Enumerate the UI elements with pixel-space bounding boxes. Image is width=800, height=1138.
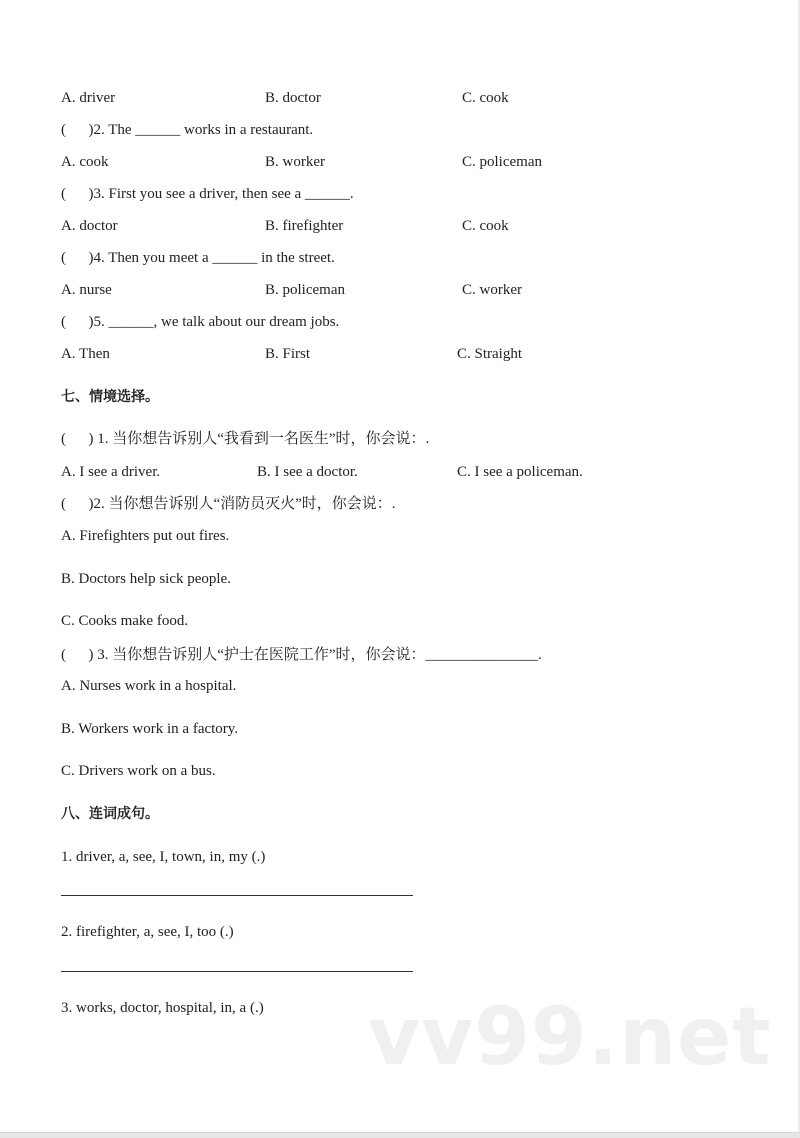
- s7-q3-option-a: A. Nurses work in a hospital.: [61, 678, 237, 694]
- section-8-heading: 八、连词成句。: [61, 806, 159, 822]
- q5-option-a: A. Then: [61, 346, 110, 362]
- s7-question-1: ( ) 1. 当你想告诉别人“我看到一名医生”时，你会说：.: [61, 431, 430, 447]
- section-7-heading: 七、情境选择。: [61, 389, 159, 405]
- answer-line-1: [61, 895, 413, 896]
- q5-option-c: C. Straight: [457, 346, 523, 362]
- q4-option-c: C. worker: [462, 282, 522, 298]
- s7-q3-option-b: B. Workers work in a factory.: [61, 721, 239, 737]
- s8-item-2: 2. firefighter, a, see, I, too (.): [61, 924, 234, 940]
- q4-option-a: A. nurse: [61, 282, 112, 298]
- s8-item-1: 1. driver, a, see, I, town, in, my (.): [61, 849, 266, 865]
- q3-option-b: B. firefighter: [265, 218, 344, 234]
- s7-q1-option-a: A. I see a driver.: [61, 464, 161, 480]
- q1-option-c: C. cook: [462, 90, 509, 106]
- s7-q3-option-c: C. Drivers work on a bus.: [61, 763, 216, 779]
- s7-q1-option-c: C. I see a policeman.: [457, 464, 583, 480]
- question-4: ( )4. Then you meet a ______ in the street.: [61, 250, 335, 266]
- q2-option-a: A. cook: [61, 154, 109, 170]
- s7-question-2: ( )2. 当你想告诉别人“消防员灭火”时，你会说：.: [61, 496, 396, 512]
- question-2: ( )2. The ______ works in a restaurant.: [61, 122, 314, 138]
- q3-option-a: A. doctor: [61, 218, 118, 234]
- question-5: ( )5. ______, we talk about our dream jobs.: [61, 314, 340, 330]
- q4-option-b: B. policeman: [265, 282, 345, 298]
- s8-item-3: 3. works, doctor, hospital, in, a (.): [61, 1000, 264, 1016]
- q5-option-b: B. First: [265, 346, 311, 362]
- s7-q2-option-a: A. Firefighters put out fires.: [61, 528, 230, 544]
- watermark: vv99.net: [368, 990, 772, 1083]
- q1-option-a: A. driver: [61, 90, 116, 106]
- question-3: ( )3. First you see a driver, then see a ______.: [61, 186, 354, 202]
- s7-q2-option-c: C. Cooks make food.: [61, 613, 189, 629]
- q1-option-b: B. doctor: [265, 90, 321, 106]
- q2-option-c: C. policeman: [462, 154, 542, 170]
- s7-q1-option-b: B. I see a doctor.: [257, 464, 358, 480]
- q3-option-c: C. cook: [462, 218, 509, 234]
- s7-question-3: ( ) 3. 当你想告诉别人“护士在医院工作”时，你会说：_______________.: [61, 647, 542, 663]
- answer-line-2: [61, 971, 413, 972]
- s7-q2-option-b: B. Doctors help sick people.: [61, 571, 231, 587]
- page-bottom-edge: [0, 1132, 800, 1138]
- q2-option-b: B. worker: [265, 154, 325, 170]
